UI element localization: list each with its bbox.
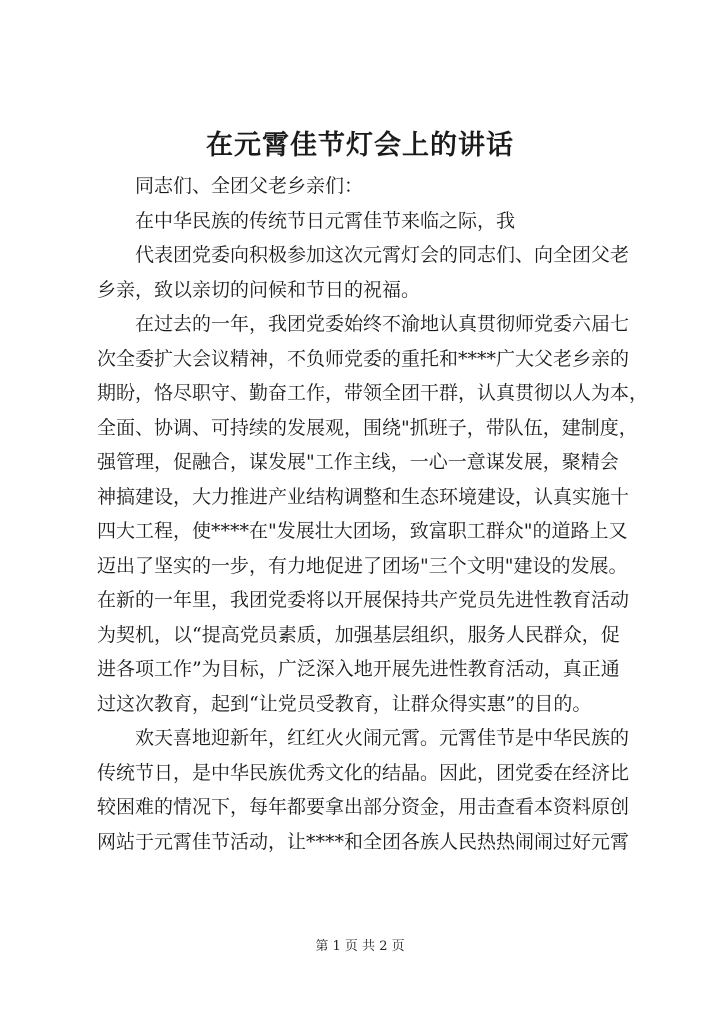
- document-body: [97, 169, 649, 859]
- body-line: 网站于元霄佳节活动，让****和全团各族人民热热闹闹过好元霄: [97, 830, 630, 853]
- body-line: 全面、协调、可持续的发展观，围绕"抓班子，带队伍，建制度，: [97, 416, 638, 439]
- body-line: 较困难的情况下，每年都要拿出部分资金，用击查看本资料原创: [97, 796, 630, 818]
- body-line: 次全委扩大会议精神，不负师党委的重托和****广大父老乡亲的: [97, 347, 630, 370]
- page-number-footer: 第 1 页 共 2 页: [315, 939, 405, 954]
- body-line: 同志们、全团父老乡亲们：: [135, 175, 364, 197]
- body-line: 在过去的一年，我团党委始终不渝地认真贯彻师党委六届七: [135, 313, 630, 335]
- body-line: 四大工程，使****在"发展壮大团场，致富职工群众"的道路上又: [97, 520, 628, 542]
- body-line: 神搞建设，大力推进产业结构调整和生态环境建设，认真实施十: [97, 485, 630, 508]
- body-line: 强管理，促融合，谋发展"工作主线，一心一意谋发展，聚精会: [97, 451, 619, 473]
- body-line: 进各项工作”为目标，广泛深入地开展先进性教育活动，真正通: [97, 658, 620, 680]
- body-line: 在中华民族的传统节日元霄佳节来临之际，我: [135, 209, 516, 232]
- body-line: 迈出了坚实的一步，有力地促进了团场"三个文明"建设的发展。: [97, 554, 628, 577]
- body-line: 乡亲，致以亲切的问候和节日的祝福。: [97, 278, 421, 301]
- body-line: 在新的一年里，我团党委将以开展保持共产党员先进性教育活动: [97, 589, 630, 611]
- body-line: 代表团党委向积极参加这次元霄灯会的同志们、向全团父老: [135, 244, 630, 266]
- body-line: 欢天喜地迎新年，红红火火闹元霄。元霄佳节是中华民族的: [135, 727, 630, 749]
- body-line: 期盼，恪尽职守、勤奋工作，带领全团干群，认真贯彻以人为本，: [97, 382, 649, 404]
- body-line: 过这次教育，起到“让党员受教育，让群众得实惠”的目的。: [97, 692, 592, 715]
- body-line: 为契机，以“提高党员素质，加强基层组织，服务人民群众，促: [97, 623, 620, 646]
- body-line: 传统节日，是中华民族优秀文化的结晶。因此，团党委在经济比: [97, 761, 630, 784]
- page-title: 在元霄佳节灯会上的讲话: [206, 130, 514, 161]
